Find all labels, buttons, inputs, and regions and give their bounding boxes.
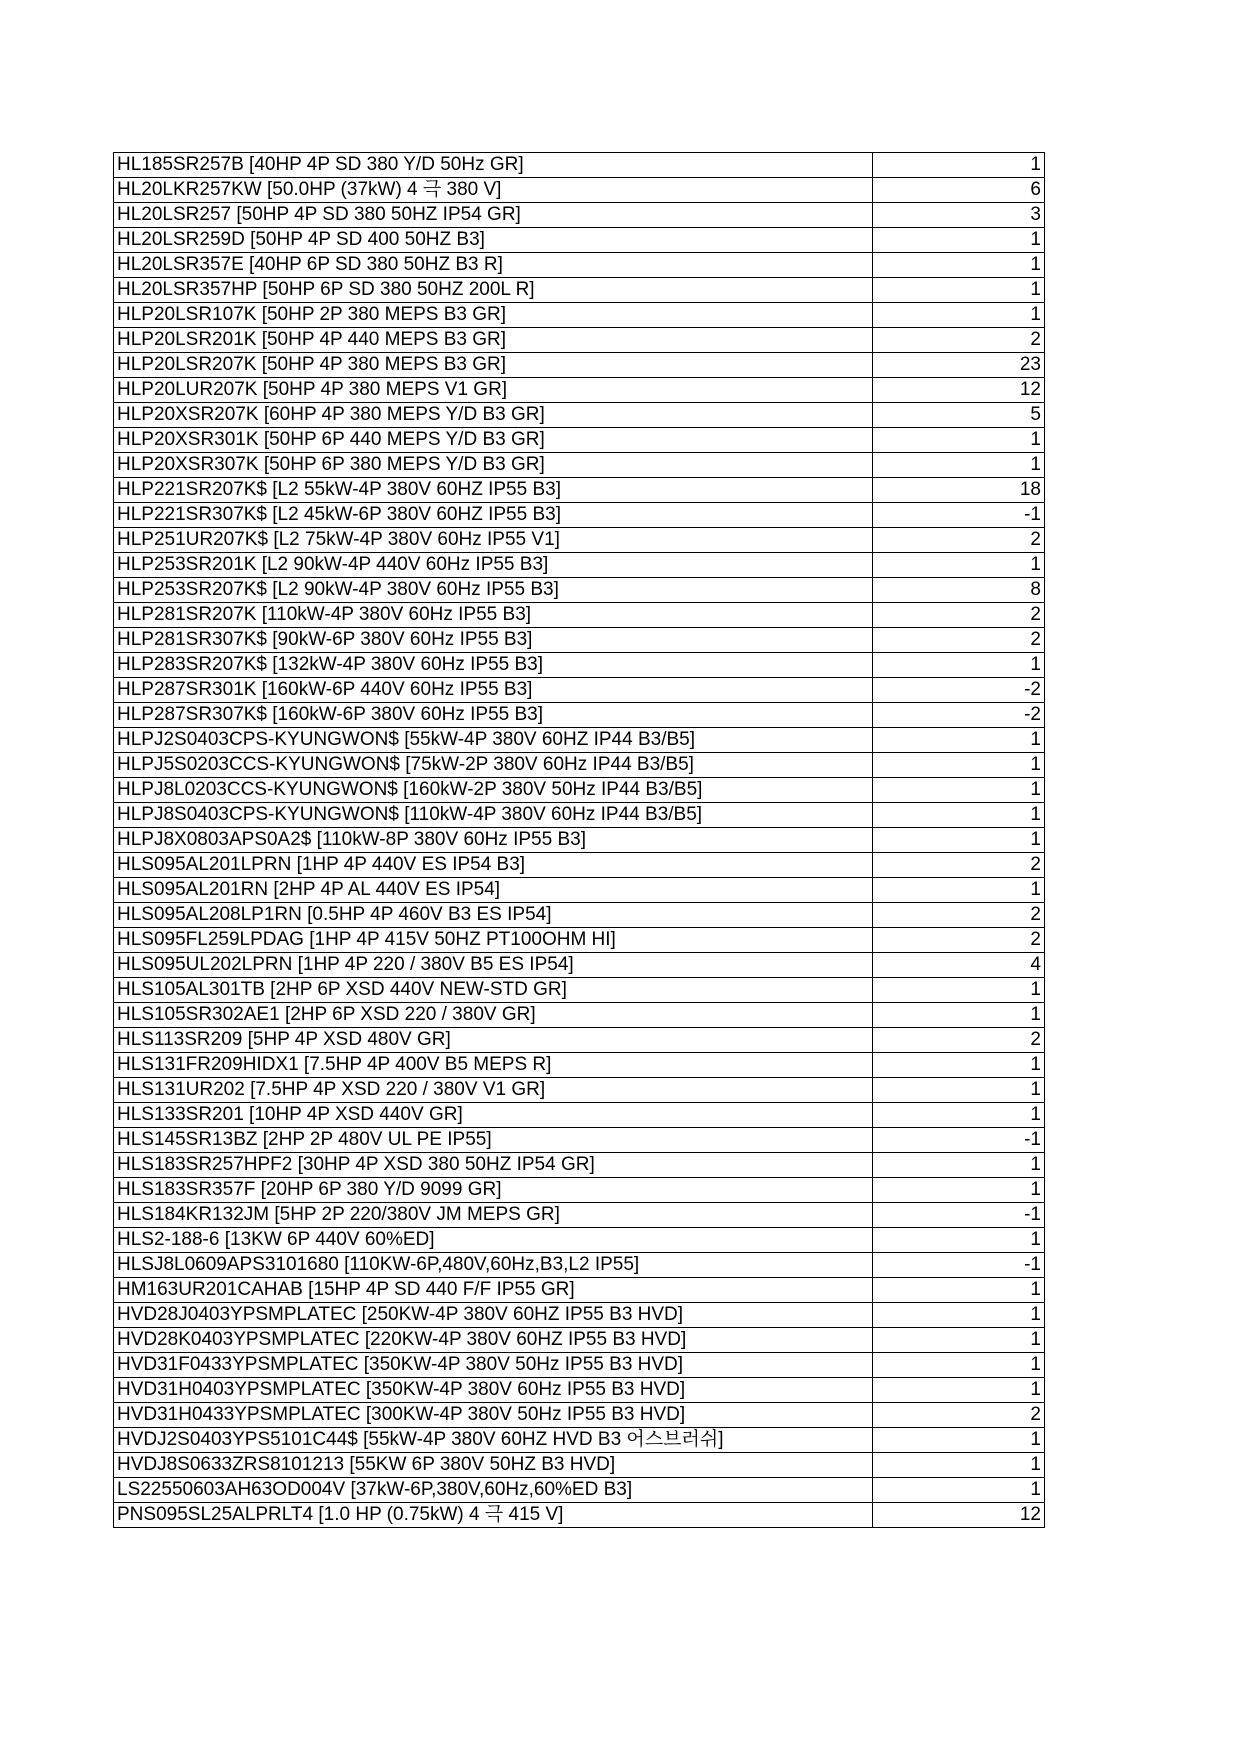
quantity-cell: 1 xyxy=(873,1428,1045,1453)
quantity-cell: 8 xyxy=(873,578,1045,603)
table-row xyxy=(114,1378,1045,1403)
item-description-cell: HLS113SR209 [5HP 4P XSD 480V GR] xyxy=(114,1028,873,1053)
table-row xyxy=(114,1078,1045,1103)
item-description-cell: HLP253SR207K$ [L2 90kW-4P 380V 60Hz IP55 B3] xyxy=(114,578,873,603)
table-row xyxy=(114,1228,1045,1253)
item-description-cell: HLS095FL259LPDAG [1HP 4P 415V 50HZ PT100OHM HI] xyxy=(114,928,873,953)
table-row xyxy=(114,828,1045,853)
table-row xyxy=(114,728,1045,753)
table-row xyxy=(114,328,1045,353)
item-description-cell: HLS095AL201LPRN [1HP 4P 440V ES IP54 B3] xyxy=(114,853,873,878)
quantity-cell: -1 xyxy=(873,1203,1045,1228)
table-row xyxy=(114,453,1045,478)
quantity-cell: 2 xyxy=(873,603,1045,628)
quantity-cell: 1 xyxy=(873,1378,1045,1403)
table-row xyxy=(114,678,1045,703)
inventory-table-body xyxy=(114,153,1045,1528)
table-row xyxy=(114,903,1045,928)
item-description-cell: HLP20LSR207K [50HP 4P 380 MEPS B3 GR] xyxy=(114,353,873,378)
table-row xyxy=(114,478,1045,503)
table-row xyxy=(114,253,1045,278)
item-description-cell: HLPJ8L0203CCS-KYUNGWON$ [160kW-2P 380V 50Hz IP44 B3/B5] xyxy=(114,778,873,803)
table-row xyxy=(114,428,1045,453)
item-description-cell: HLS184KR132JM [5HP 2P 220/380V JM MEPS GR] xyxy=(114,1203,873,1228)
item-description-cell: HVDJ8S0633ZRS8101213 [55KW 6P 380V 50HZ B3 HVD] xyxy=(114,1453,873,1478)
table-row xyxy=(114,803,1045,828)
table-row xyxy=(114,503,1045,528)
quantity-cell: -1 xyxy=(873,1253,1045,1278)
item-description-cell: HLP20LSR107K [50HP 2P 380 MEPS B3 GR] xyxy=(114,303,873,328)
quantity-cell: 1 xyxy=(873,1353,1045,1378)
inventory-table xyxy=(113,152,1045,1528)
quantity-cell: 6 xyxy=(873,178,1045,203)
item-description-cell: HLP20XSR307K [50HP 6P 380 MEPS Y/D B3 GR] xyxy=(114,453,873,478)
table-row xyxy=(114,653,1045,678)
quantity-cell: 1 xyxy=(873,1478,1045,1503)
item-description-cell: HLP20XSR207K [60HP 4P 380 MEPS Y/D B3 GR] xyxy=(114,403,873,428)
item-description-cell: HLP20LUR207K [50HP 4P 380 MEPS V1 GR] xyxy=(114,378,873,403)
quantity-cell: 1 xyxy=(873,428,1045,453)
table-row xyxy=(114,1053,1045,1078)
quantity-cell: 1 xyxy=(873,1003,1045,1028)
table-row xyxy=(114,1428,1045,1453)
table-row xyxy=(114,1003,1045,1028)
quantity-cell: 1 xyxy=(873,653,1045,678)
quantity-cell: 1 xyxy=(873,1328,1045,1353)
quantity-cell: 3 xyxy=(873,203,1045,228)
item-description-cell: HLP283SR207K$ [132kW-4P 380V 60Hz IP55 B3] xyxy=(114,653,873,678)
table-row xyxy=(114,878,1045,903)
item-description-cell: HLP281SR307K$ [90kW-6P 380V 60Hz IP55 B3] xyxy=(114,628,873,653)
item-description-cell: HLS2-188-6 [13KW 6P 440V 60%ED] xyxy=(114,1228,873,1253)
quantity-cell: 2 xyxy=(873,328,1045,353)
quantity-cell: 1 xyxy=(873,728,1045,753)
quantity-cell: 18 xyxy=(873,478,1045,503)
item-description-cell: HLP281SR207K [110kW-4P 380V 60Hz IP55 B3] xyxy=(114,603,873,628)
item-description-cell: HLPJ8X0803APS0A2$ [110kW-8P 380V 60Hz IP55 B3] xyxy=(114,828,873,853)
table-row xyxy=(114,1203,1045,1228)
quantity-cell: 1 xyxy=(873,1303,1045,1328)
item-description-cell: HVDJ2S0403YPS5101C44$ [55kW-4P 380V 60HZ HVD B3 어스브러쉬] xyxy=(114,1428,873,1453)
table-row xyxy=(114,1153,1045,1178)
quantity-cell: 1 xyxy=(873,453,1045,478)
item-description-cell: HLS095AL208LP1RN [0.5HP 4P 460V B3 ES IP54] xyxy=(114,903,873,928)
table-row xyxy=(114,778,1045,803)
quantity-cell: 1 xyxy=(873,978,1045,1003)
quantity-cell: 1 xyxy=(873,228,1045,253)
quantity-cell: 2 xyxy=(873,1028,1045,1053)
item-description-cell: LS22550603AH63OD004V [37kW-6P,380V,60Hz,60%ED B3] xyxy=(114,1478,873,1503)
table-row xyxy=(114,928,1045,953)
quantity-cell: 1 xyxy=(873,1178,1045,1203)
quantity-cell: 1 xyxy=(873,878,1045,903)
table-row xyxy=(114,1403,1045,1428)
quantity-cell: 23 xyxy=(873,353,1045,378)
quantity-cell: 1 xyxy=(873,1153,1045,1178)
item-description-cell: HLP20XSR301K [50HP 6P 440 MEPS Y/D B3 GR] xyxy=(114,428,873,453)
quantity-cell: -1 xyxy=(873,1128,1045,1153)
item-description-cell: HLPJ5S0203CCS-KYUNGWON$ [75kW-2P 380V 60Hz IP44 B3/B5] xyxy=(114,753,873,778)
table-row xyxy=(114,603,1045,628)
table-row xyxy=(114,1353,1045,1378)
item-description-cell: HLS183SR257HPF2 [30HP 4P XSD 380 50HZ IP54 GR] xyxy=(114,1153,873,1178)
item-description-cell: HLPJ8S0403CPS-KYUNGWON$ [110kW-4P 380V 60Hz IP44 B3/B5] xyxy=(114,803,873,828)
quantity-cell: 2 xyxy=(873,928,1045,953)
table-row xyxy=(114,278,1045,303)
item-description-cell: HL185SR257B [40HP 4P SD 380 Y/D 50Hz GR] xyxy=(114,153,873,178)
item-description-cell: HLS105AL301TB [2HP 6P XSD 440V NEW-STD GR] xyxy=(114,978,873,1003)
table-row xyxy=(114,1278,1045,1303)
item-description-cell: HLS131FR209HIDX1 [7.5HP 4P 400V B5 MEPS R] xyxy=(114,1053,873,1078)
quantity-cell: 1 xyxy=(873,153,1045,178)
item-description-cell: HVD28K0403YPSMPLATEC [220KW-4P 380V 60HZ IP55 B3 HVD] xyxy=(114,1328,873,1353)
quantity-cell: 12 xyxy=(873,378,1045,403)
item-description-cell: HL20LKR257KW [50.0HP (37kW) 4 극 380 V] xyxy=(114,178,873,203)
table-row xyxy=(114,703,1045,728)
quantity-cell: -1 xyxy=(873,503,1045,528)
table-row xyxy=(114,578,1045,603)
item-description-cell: HVD31H0433YPSMPLATEC [300KW-4P 380V 50Hz IP55 B3 HVD] xyxy=(114,1403,873,1428)
item-description-cell: HLS133SR201 [10HP 4P XSD 440V GR] xyxy=(114,1103,873,1128)
quantity-cell: 2 xyxy=(873,528,1045,553)
quantity-cell: 1 xyxy=(873,553,1045,578)
quantity-cell: -2 xyxy=(873,703,1045,728)
quantity-cell: 2 xyxy=(873,1403,1045,1428)
item-description-cell: HLP20LSR201K [50HP 4P 440 MEPS B3 GR] xyxy=(114,328,873,353)
quantity-cell: 1 xyxy=(873,1278,1045,1303)
table-row xyxy=(114,628,1045,653)
table-row xyxy=(114,553,1045,578)
table-row xyxy=(114,1178,1045,1203)
table-row xyxy=(114,853,1045,878)
table-row xyxy=(114,1128,1045,1153)
quantity-cell: 2 xyxy=(873,853,1045,878)
item-description-cell: HLS095UL202LPRN [1HP 4P 220 / 380V B5 ES IP54] xyxy=(114,953,873,978)
item-description-cell: HLP221SR307K$ [L2 45kW-6P 380V 60HZ IP55 B3] xyxy=(114,503,873,528)
quantity-cell: 4 xyxy=(873,953,1045,978)
table-row xyxy=(114,403,1045,428)
item-description-cell: HLPJ2S0403CPS-KYUNGWON$ [55kW-4P 380V 60HZ IP44 B3/B5] xyxy=(114,728,873,753)
item-description-cell: HL20LSR259D [50HP 4P SD 400 50HZ B3] xyxy=(114,228,873,253)
quantity-cell: 2 xyxy=(873,628,1045,653)
quantity-cell: 2 xyxy=(873,903,1045,928)
table-row xyxy=(114,1028,1045,1053)
table-row xyxy=(114,978,1045,1003)
table-row xyxy=(114,1453,1045,1478)
table-row xyxy=(114,1503,1045,1528)
table-row xyxy=(114,203,1045,228)
table-row xyxy=(114,1328,1045,1353)
table-row xyxy=(114,378,1045,403)
item-description-cell: HLP221SR207K$ [L2 55kW-4P 380V 60HZ IP55 B3] xyxy=(114,478,873,503)
item-description-cell: HLS105SR302AE1 [2HP 6P XSD 220 / 380V GR] xyxy=(114,1003,873,1028)
item-description-cell: HLP287SR307K$ [160kW-6P 380V 60Hz IP55 B3] xyxy=(114,703,873,728)
table-row xyxy=(114,353,1045,378)
item-description-cell: HL20LSR357HP [50HP 6P SD 380 50HZ 200L R] xyxy=(114,278,873,303)
quantity-cell: 1 xyxy=(873,1453,1045,1478)
item-description-cell: HLP287SR301K [160kW-6P 440V 60Hz IP55 B3] xyxy=(114,678,873,703)
quantity-cell: 1 xyxy=(873,1228,1045,1253)
item-description-cell: HVD28J0403YPSMPLATEC [250KW-4P 380V 60HZ IP55 B3 HVD] xyxy=(114,1303,873,1328)
table-row xyxy=(114,528,1045,553)
table-row xyxy=(114,753,1045,778)
table-row xyxy=(114,153,1045,178)
table-row xyxy=(114,1303,1045,1328)
quantity-cell: 1 xyxy=(873,753,1045,778)
item-description-cell: HL20LSR357E [40HP 6P SD 380 50HZ B3 R] xyxy=(114,253,873,278)
table-row xyxy=(114,953,1045,978)
quantity-cell: 5 xyxy=(873,403,1045,428)
item-description-cell: HLS183SR357F [20HP 6P 380 Y/D 9099 GR] xyxy=(114,1178,873,1203)
item-description-cell: HLS145SR13BZ [2HP 2P 480V UL PE IP55] xyxy=(114,1128,873,1153)
item-description-cell: HLSJ8L0609APS3101680 [110KW-6P,480V,60Hz,B3,L2 IP55] xyxy=(114,1253,873,1278)
quantity-cell: 1 xyxy=(873,1053,1045,1078)
item-description-cell: HLS095AL201RN [2HP 4P AL 440V ES IP54] xyxy=(114,878,873,903)
quantity-cell: -2 xyxy=(873,678,1045,703)
table-row xyxy=(114,1478,1045,1503)
item-description-cell: HVD31F0433YPSMPLATEC [350KW-4P 380V 50Hz IP55 B3 HVD] xyxy=(114,1353,873,1378)
table-row xyxy=(114,1253,1045,1278)
quantity-cell: 1 xyxy=(873,803,1045,828)
quantity-cell: 1 xyxy=(873,1103,1045,1128)
quantity-cell: 1 xyxy=(873,1078,1045,1103)
item-description-cell: HL20LSR257 [50HP 4P SD 380 50HZ IP54 GR] xyxy=(114,203,873,228)
quantity-cell: 1 xyxy=(873,828,1045,853)
table-row xyxy=(114,228,1045,253)
item-description-cell: PNS095SL25ALPRLT4 [1.0 HP (0.75kW) 4 극 415 V] xyxy=(114,1503,873,1528)
quantity-cell: 12 xyxy=(873,1503,1045,1528)
quantity-cell: 1 xyxy=(873,303,1045,328)
quantity-cell: 1 xyxy=(873,253,1045,278)
quantity-cell: 1 xyxy=(873,778,1045,803)
table-row xyxy=(114,303,1045,328)
item-description-cell: HLP253SR201K [L2 90kW-4P 440V 60Hz IP55 B3] xyxy=(114,553,873,578)
item-description-cell: HVD31H0403YPSMPLATEC [350KW-4P 380V 60Hz IP55 B3 HVD] xyxy=(114,1378,873,1403)
item-description-cell: HLS131UR202 [7.5HP 4P XSD 220 / 380V V1 GR] xyxy=(114,1078,873,1103)
table-row xyxy=(114,178,1045,203)
item-description-cell: HM163UR201CAHAB [15HP 4P SD 440 F/F IP55 GR] xyxy=(114,1278,873,1303)
table-row xyxy=(114,1103,1045,1128)
item-description-cell: HLP251UR207K$ [L2 75kW-4P 380V 60Hz IP55 V1] xyxy=(114,528,873,553)
quantity-cell: 1 xyxy=(873,278,1045,303)
